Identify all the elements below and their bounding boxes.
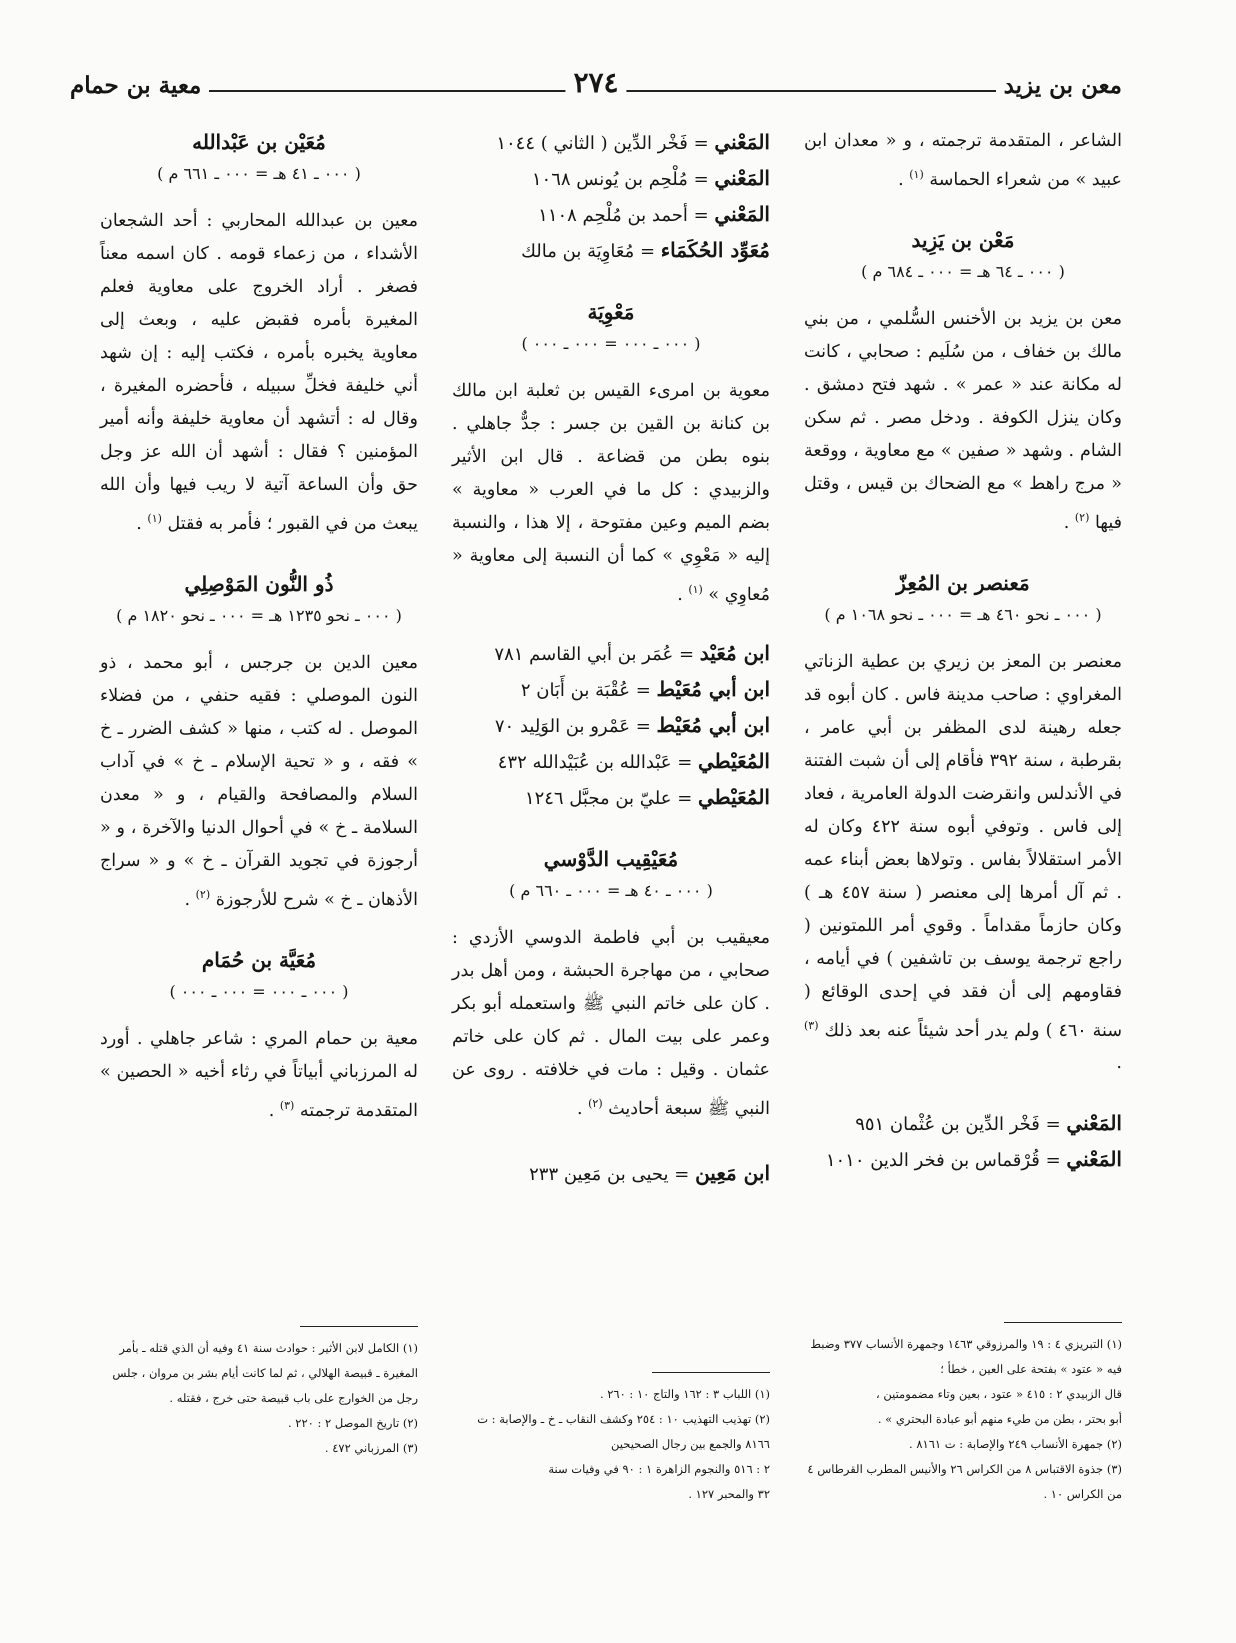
entry-title-muayqib: مُعَيْقِيب الدَّوْسي <box>543 846 679 871</box>
entry-title-maan: مَعْن بن يَزِيد <box>911 227 1015 252</box>
entry-text: معين الدين بن جرجس ، أبو محمد ، ذو النون الموصلي : فقيه حنفي ، من فضلاء الموصل . له كتب ، منها « كشف الضرر ـ خ » فقه ، و « تحية الإسلام ـ خ » في آداب السلام والمصافحة والقيام ، و « معدن السلامة ـ خ » في أحوال الدنيا والآخرة ، و « أرجوزة في تجويد القرآن ـ خ » و « سراج الأذهان ـ خ » شرح للأرجوزة <box>100 652 418 910</box>
footnotes-middle <box>452 1382 770 1507</box>
footnote: (١) اللباب ٣ : ١٦٢ والتاج ١٠ : ٢٦٠ . <box>599 1387 770 1401</box>
column-middle <box>452 125 770 1192</box>
footnotes-left <box>100 1336 418 1461</box>
entry-title-maawiya: مَعْوِيَة <box>587 300 635 324</box>
cross-reference <box>452 1156 770 1192</box>
cross-reference <box>452 672 770 708</box>
footnote: (٢) تهذيب التهذيب ١٠ : ٢٥٤ وكشف النقاب ـ خ ـ والإصابة : ت ٨١٦٦ والجمع بين رجال الصحيحين <box>477 1412 770 1451</box>
entry-body-muayqib: معيقيب بن أبي فاطمة الدوسي الأزدي : صحابي ، من مهاجرة الحبشة ، ومن أهل بدر . كان على خاتم النبي ﷺ واستعمله أبو بكر وعمر على بيت المال . ثم كان على خاتم عثمان . وقيل : مات في خلافته . روى عن النبي ﷺ سبعة أحاديث $^{(٢)}$ . <box>452 927 770 1119</box>
entry-body-maawiya: معوية بن امرىء القيس بن ثعلبة ابن مالك بن كنانة بن القين بن جسر : جدٌّ جاهلي . بنوه بطن من قضاعة . قال ابن الأثير والزبيدي : كل ما في العرب « معاوية » بضم الميم وعين مفتوحة ، إلا هذا ، والنسبة إليه « مَعْوِي » كما أن النسبة إلى معاوية « مُعاوِي » $^{(١)}$ . <box>452 381 770 605</box>
cross-reference <box>452 161 770 197</box>
intro-text: الشاعر ، المتقدمة ترجمته ، و « معدان ابن عبيد » من شعراء الحماسة <box>804 131 1122 190</box>
cross-reference-list <box>452 636 770 816</box>
xref-target: = فَخْر الدِّين بن عُثْمان ٩٥١ <box>855 1114 1067 1136</box>
entry-text: معن بن يزيد بن الأخنس السُّلمي ، من بني مالك بن خفاف ، من سُلَيم : صحابي ، كانت له مكانة عند « عمر » . شهد فتح دمشق . وكان ينزل الكوفة . ودخل مصر . ثم سكن الشام . وشهد « صفين » مع معاوية ، ووقعة « مرج راهط » مع الضحاك بن قيس ، وقتل فيها <box>804 308 1122 533</box>
cross-reference <box>804 1142 1122 1178</box>
xref-head: المَعْني <box>714 130 770 154</box>
cross-reference-list <box>452 125 770 269</box>
xref-head: المُعَيْطي <box>698 784 770 809</box>
cross-reference <box>452 125 770 161</box>
entry-text: معيقيب بن أبي فاطمة الدوسي الأزدي : صحابي ، من مهاجرة الحبشة ، ومن أهل بدر . كان على خاتم النبي ﷺ واستعمله أبو بكر وعمر على بيت المال . ثم كان على خاتم عثمان . وقيل : مات في خلافته . روى عن النبي ﷺ سبعة أحاديث <box>452 927 770 1119</box>
footnote-rule-right <box>1004 1322 1122 1323</box>
footnotes-right <box>804 1332 1122 1507</box>
footnote-rule-left <box>300 1326 418 1327</box>
footnote: ٣٢ والمحبر ١٢٧ . <box>688 1487 770 1501</box>
entry-text: معية بن حمام المري : شاعر جاهلي . أورد له المرزباني أبياتاً في رثاء أخيه « الحصين » المتقدمة ترجمته <box>100 1028 418 1121</box>
footnote: (١) التبريزي ٤ : ١٩ والمرزوقي ١٤٦٣ وجمهرة الأنساب ٣٧٧ وضبط فيه « عتود » بفتحة على العين ، خطأ ؛ <box>810 1337 1122 1376</box>
xref-target: = فَخْر الدِّين ( الثاني ) ١٠٤٤ <box>496 133 715 154</box>
xref-target: = يحيى بن مَعِين ٢٣٣ <box>529 1163 696 1185</box>
xref-head: ابن أبي مُعَيْط <box>656 676 770 701</box>
cross-reference <box>452 233 770 269</box>
entry-text: معنصر بن المعز بن زيري بن عطية الزناتي المغراوي : صاحب مدينة فاس . كان أبوه قد جعله رهينة لدى المظفر بن أبي عامر ، بقرطبة ، سنة ٣٩٢ فأقام إلى أن شبت الفتنة في الأندلس وانقرضت الدولة العامرية ، فعاد إلى فاس . وتوفي أبوه سنة ٤٢٢ وكان له الأمر استقلالاً بفاس . وتولاها بعض أبناء عمه . ثم آل أمرها إلى معنصر ( سنة ٤٥٧ هـ ) وكان حازماً مقداماً . وقوي أمر اللمتونين ( راجع ترجمة يوسف بن تاشفين ) في أيامه ، فقاومهم إلى أن فقد في إحدى الوقائع ( سنة ٤٦٠ ) ولم يدر أحد شيئاً عنه بعد ذلك <box>804 651 1122 1041</box>
footnote: قال الزبيدي ٢ : ٤١٥ « عتود ، بعين وتاء مضمومتين ، <box>876 1387 1122 1401</box>
entry-title-maansir: مَعنصر بن المُعِزّ <box>896 570 1030 595</box>
cross-reference <box>804 1106 1122 1142</box>
footnote: أبو بحتر ، بطن من طيء منهم أبو عبادة البحتري » . <box>877 1412 1122 1426</box>
xref-head: المَعْني <box>1066 1147 1122 1172</box>
entry-title-dhu-alnun: ذُو النُّون المَوْصِلِي <box>184 571 334 596</box>
footnote-marker: (٢) <box>1074 510 1090 524</box>
footnote-rule-middle <box>652 1372 770 1373</box>
xref-head: مُعَوِّد الحُكَمَاء <box>660 238 770 262</box>
column-right <box>804 125 1122 1178</box>
xref-target: = مُلْحِم بن يُونس ١٠٦٨ <box>531 169 715 190</box>
xref-target: = عُمَر بن أبي القاسم ٧٨١ <box>494 643 700 665</box>
entry-dates-maawiya: ( ٠٠٠ ـ ٠٠٠ = ٠٠٠ ـ ٠٠٠ ) <box>521 334 701 353</box>
entry-dates-muayn: ( ٠٠٠ ـ ٤١ هـ = ٠٠٠ ـ ٦٦١ م ) <box>157 164 361 183</box>
xref-head: المَعْني <box>714 202 770 226</box>
footnote-marker: (١) <box>147 512 162 525</box>
footnote: ٢ : ٥١٦ والنجوم الزاهرة ١ : ٩٠ في وفيات سنة <box>548 1462 770 1476</box>
cross-reference <box>452 636 770 672</box>
xref-head: ابن أبي مُعَيْط <box>656 712 770 737</box>
xref-target: = مُعَاوِيَة بن مالك <box>521 241 661 262</box>
entry-dates-muayya: ( ٠٠٠ ـ ٠٠٠ = ٠٠٠ ـ ٠٠٠ ) <box>169 981 349 1001</box>
xref-head: المُعَيْطي <box>698 748 770 773</box>
xref-target: = عُقْبَة بن أَبَان ٢ <box>520 679 657 701</box>
entry-dates-muayqib: ( ٠٠٠ ـ ٤٠ هـ = ٠٠٠ ـ ٦٦٠ م ) <box>509 880 713 900</box>
intro-paragraph: الشاعر ، المتقدمة ترجمته ، و « معدان ابن عبيد » من شعراء الحماسة $^{(١)}$ . <box>804 131 1122 190</box>
footnote-marker: (٢) <box>195 887 211 901</box>
xref-target: = عَمْرو بن الوَلِيد ٧٠ <box>494 715 657 737</box>
cross-reference-list <box>804 1106 1122 1178</box>
entry-dates-dhu-alnun: ( ٠٠٠ ـ نحو ١٢٣٥ هـ = ٠٠٠ ـ نحو ١٨٢٠ م ) <box>116 605 402 625</box>
xref-head: المَعْني <box>714 166 770 190</box>
running-header <box>70 60 1122 106</box>
entry-title-muayn: مُعَيْن بن عَبْدالله <box>192 130 326 154</box>
entry-text: معين بن عبدالله المحاربي : أحد الشجعان الأشداء ، من زعماء قومه . كان اسمه معناً فصغر . أراد الخروج على معاوية فعلم المغيرة بأمره فقبض عليه ، وبعث إلى معاوية يخبره بأمره ، فكتب إليه : إن شهد أني خليفة فخلِّ سبيله ، فأحضره المغيرة ، وقال له : أتشهد أن معاوية خليفة وأنه أمير المؤمنين ؟ فقال : أشهد أن الله عز وجل حق وأن الساعة آتية لا ريب فيها وأن الله يبعث من في القبور ؛ فأمر به فقتل <box>100 211 418 534</box>
footnote: (٢) تاريخ الموصل ٢ : ٢٢٠ . <box>287 1416 418 1430</box>
entry-body-muayn: معين بن عبدالله المحاربي : أحد الشجعان الأشداء ، من زعماء قومه . كان اسمه معناً فصغر . أراد الخروج على معاوية فعلم المغيرة بأمره فقبض عليه ، وبعث إلى معاوية يخبره بأمره ، فكتب إليه : إن شهد أني خليفة فخلِّ سبيله ، فأحضره المغيرة ، وقال له : أتشهد أن معاوية خليفة وأنه أمير المؤمنين ؟ فقال : أشهد أن الله عز وجل حق وأن الساعة آتية لا ريب فيها وأن الله يبعث من في القبور ؛ فأمر به فقتل $^{(١)}$ . <box>100 211 418 534</box>
cross-reference <box>452 780 770 816</box>
cross-reference <box>452 197 770 233</box>
footnote-marker: (١) <box>688 583 703 596</box>
entry-text: معوية بن امرىء القيس بن ثعلبة ابن مالك بن كنانة بن القين بن جسر : جدٌّ جاهلي . بنوه بطن من قضاعة . قال ابن الأثير والزبيدي : كل ما في العرب « معاوية » بضم الميم وعين مفتوحة ، إلا هذا ، والنسبة إليه « مَعْوِي » كما أن النسبة إلى معاوية « مُعاوِي » <box>452 381 770 605</box>
entry-title-muayya: مُعَيَّة بن حُمَام <box>201 947 317 972</box>
xref-head: ابن مُعَيْد <box>699 640 770 665</box>
entry-body-muayya: معية بن حمام المري : شاعر جاهلي . أورد له المرزباني أبياتاً في رثاء أخيه « الحصين » المتقدمة ترجمته $^{(٣)}$ . <box>100 1028 418 1121</box>
running-title-right: معن بن يزيد <box>996 72 1122 99</box>
footnote-marker: (١) <box>909 168 924 181</box>
footnote-marker: (٢) <box>588 1096 603 1110</box>
xref-target: = قُرْقماس بن فخر الدين ١٠١٠ <box>825 1150 1067 1172</box>
xref-head: ابن مَعِين <box>695 1160 770 1185</box>
entry-body-maansir: معنصر بن المعز بن زيري بن عطية الزناتي المغراوي : صاحب مدينة فاس . كان أبوه قد جعله رهينة لدى المظفر بن أبي عامر ، بقرطبة ، سنة ٣٩٢ فأقام إلى أن شبت الفتنة في الأندلس وانقرضت الدولة العامرية ، فعاد إلى فاس . وتوفي أبوه سنة ٤٢٢ وكان له الأمر استقلالاً بفاس . وتولاها بعض أبناء عمه . ثم آل أمرها إلى معنصر ( سنة ٤٥٧ هـ ) وكان حازماً مقداماً . وقوي أمر اللمتونين ( راجع ترجمة يوسف بن تاشفين ) في أيامه ، فقاومهم إلى أن فقد في إحدى الوقائع ( سنة ٤٦٠ ) ولم يدر أحد شيئاً عنه بعد ذلك $^{(٣)}$ . <box>804 651 1122 1074</box>
footnote: (٣) جذوة الاقتباس ٨ من الكراس ٢٦ والأنيس المطرب القرطاس ٤ من الكراس ١٠ . <box>807 1462 1122 1501</box>
entry-body-maan: معن بن يزيد بن الأخنس السُّلمي ، من بني مالك بن خفاف ، من سُلَيم : صحابي ، كانت له مكانة عند « عمر » . شهد فتح دمشق . وكان ينزل الكوفة . ودخل مصر . ثم سكن الشام . وشهد « صفين » مع معاوية ، ووقعة « مرج راهط » مع الضحاك بن قيس ، وقتل فيها $^{(٢)}$ . <box>804 308 1122 533</box>
column-left <box>100 125 418 1133</box>
running-title-left: معية بن حمام <box>70 72 209 99</box>
xref-target: = أحمد بن مُلْحِم ١١٠٨ <box>538 205 715 226</box>
footnote: (٣) المرزباني ٤٧٢ . <box>324 1441 418 1455</box>
footnote-marker: (٣) <box>279 1098 295 1112</box>
entry-dates-maan: ( ٠٠٠ ـ ٦٤ هـ = ٠٠٠ ـ ٦٨٤ م ) <box>861 261 1065 281</box>
cross-reference <box>452 708 770 744</box>
footnote: (١) الكامل لابن الأثير : حوادث سنة ٤١ وفيه أن الذي قتله ـ بأمر المغيرة ـ قبيصة الهلالي ، ثم لما كانت أيام بشر بن مروان ، جلس رجل من الخوارج على باب قبيصة حتى خرج ، فقتله . <box>112 1341 418 1405</box>
cross-reference <box>452 744 770 780</box>
entry-dates-maansir: ( ٠٠٠ ـ نحو ٤٦٠ هـ = ٠٠٠ ـ نحو ١٠٦٨ م ) <box>824 604 1102 624</box>
xref-target: = عَبْدالله بن عُبَيْدالله ٤٣٢ <box>497 751 699 773</box>
xref-head: المَعْني <box>1066 1111 1122 1136</box>
footnote: (٢) جمهرة الأنساب ٢٤٩ والإصابة : ت ٨١٦١ . <box>909 1437 1122 1451</box>
footnote-marker: (٣) <box>804 1018 819 1032</box>
page-number: ٢٧٤ <box>565 66 626 99</box>
xref-target: = عليّ بن مجبَّل ١٢٤٦ <box>524 787 699 809</box>
entry-body-dhu-alnun: معين الدين بن جرجس ، أبو محمد ، ذو النون الموصلي : فقيه حنفي ، من فضلاء الموصل . له كتب ، منها « كشف الضرر ـ خ » فقه ، و « تحية الإسلام ـ خ » في آداب السلام والمصافحة والقيام ، و « معدن السلامة ـ خ » في أحوال الدنيا والآخرة ، و « أرجوزة في تجويد القرآن ـ خ » و « سراج الأذهان ـ خ » شرح للأرجوزة $^{(٢)}$ . <box>100 652 418 910</box>
